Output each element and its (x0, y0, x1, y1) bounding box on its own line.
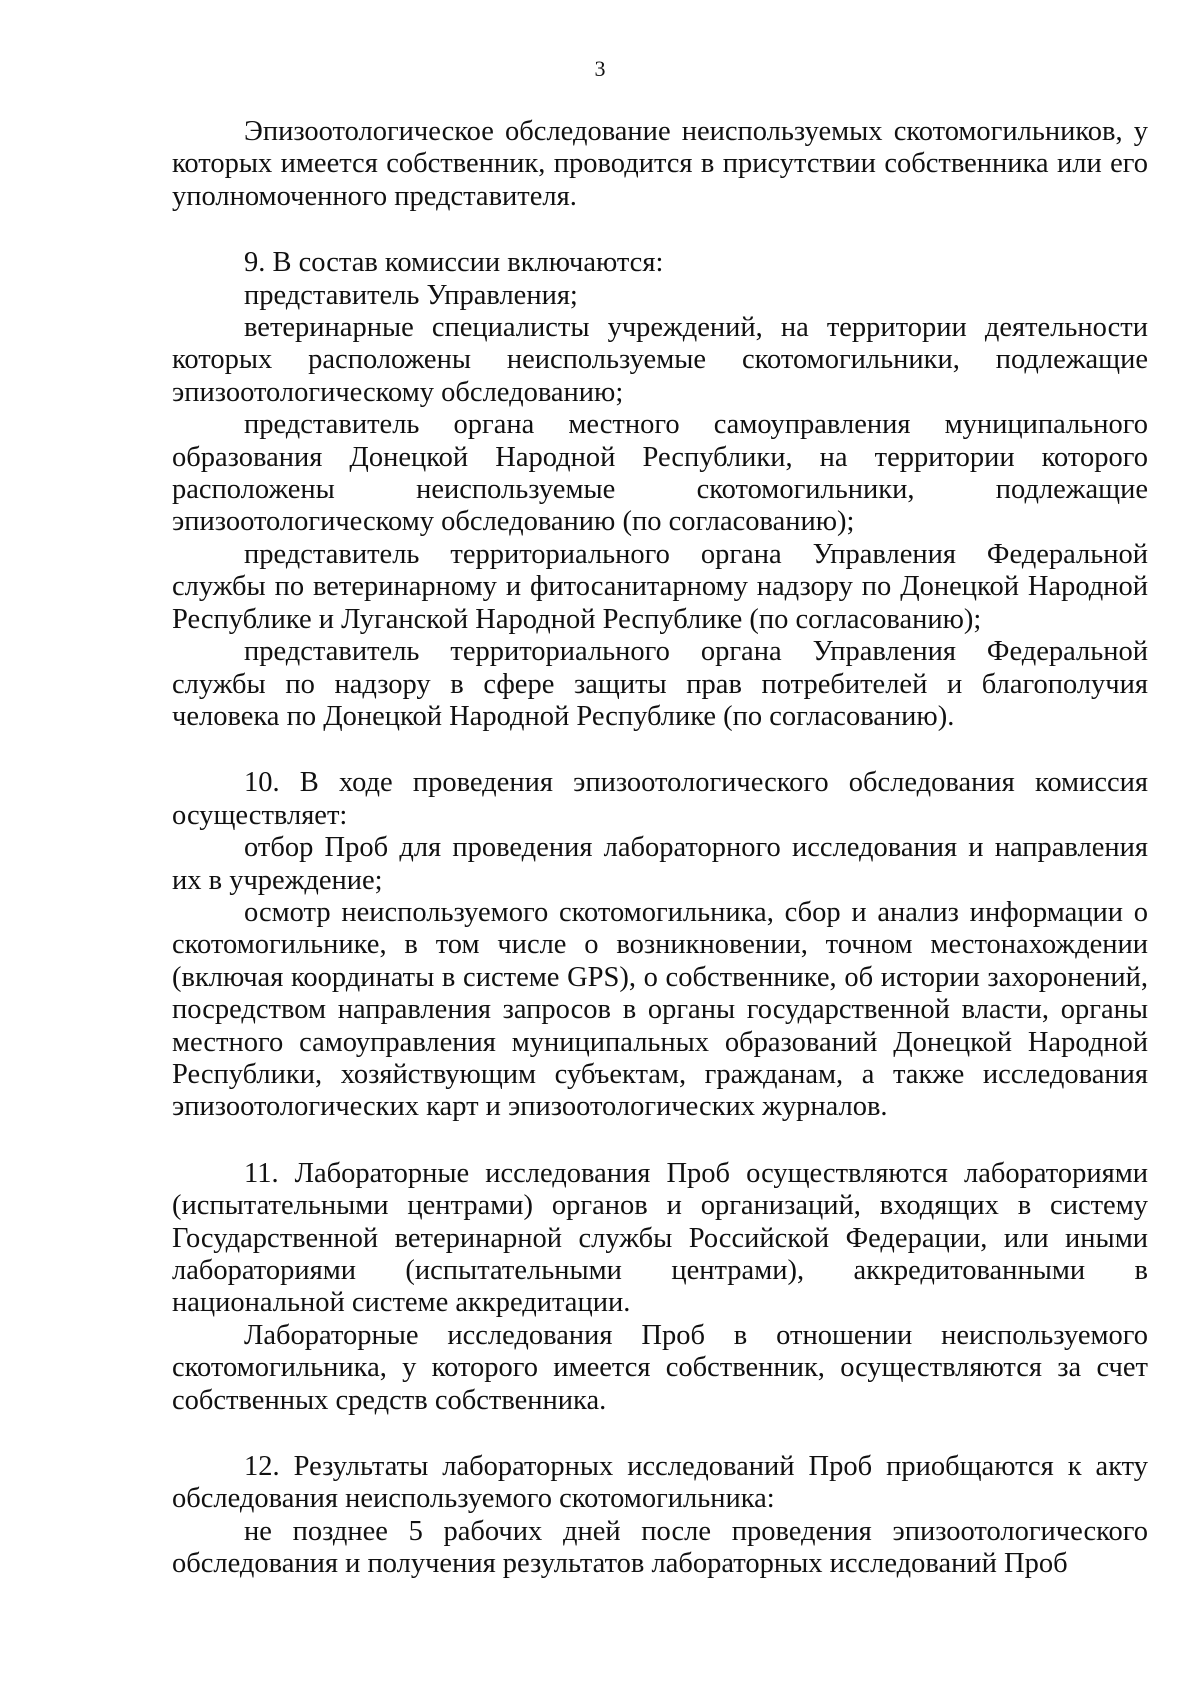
paragraph: осмотр неиспользуемого скотомогильника, сбор и анализ информации о скотомогильнике, в том числе о возникновении, точном местонахождении (включая координаты в системе GPS), о собственнике, об истории захоронений, посредством направления запросов в органы государственной власти, органы местного самоуправления муниципальных образований Донецкой Народной Республики, хозяйствующим субъектам, гражданам, а также исследования эпизоотологических карт и эпизоотологических журналов. (172, 896, 1148, 1123)
paragraph-gap (172, 213, 1148, 247)
paragraph: Лабораторные исследования Проб в отношении неиспользуемого скотомогильника, у которого имеется собственник, осуществляются за счет собственных средств собственника. (172, 1319, 1148, 1416)
paragraph: представитель территориального органа Управления Федеральной службы по надзору в сфере защиты прав потребителей и благополучия человека по Донецкой Народной Республике (по согласованию). (172, 636, 1148, 732)
paragraph-gap (172, 733, 1148, 767)
paragraph: 12. Результаты лабораторных исследований Проб приобщаются к акту обследования неиспользуемого скотомогильника: (172, 1451, 1148, 1515)
document-body (172, 116, 1148, 1581)
paragraph: представитель территориального органа Управления Федеральной службы по ветеринарному и фитосанитарному надзору по Донецкой Народной Республике и Луганской Народной Республике (по согласованию); (172, 538, 1148, 635)
paragraph: 10. В ходе проведения эпизоотологического обследования комиссия осуществляет: (172, 767, 1148, 831)
paragraph: не позднее 5 рабочих дней после проведения эпизоотологического обследования и получения результатов лабораторных исследований Проб (172, 1515, 1148, 1580)
paragraph: 11. Лабораторные исследования Проб осуществляются лабораториями (испытательными центрами) органов и организаций, входящих в систему Государственной ветеринарной службы Российской Федерации, или иными лабораториями (испытательными центрами), аккредитованными в национальной системе аккредитации. (172, 1157, 1148, 1319)
paragraph: представитель органа местного самоуправления муниципального образования Донецкой Народной Республики, на территории которого расположены неиспользуемые скотомогильники, подлежащие эпизоотологическому обследованию (по согласованию); (172, 409, 1148, 538)
page-number: 3 (594, 56, 606, 81)
paragraph: представитель Управления; (244, 279, 578, 311)
paragraph-gap (172, 1417, 1148, 1451)
paragraph: 9. В состав комиссии включаются: (244, 247, 664, 279)
paragraph-gap (172, 1124, 1148, 1158)
paragraph: отбор Проб для проведения лабораторного исследования и направления их в учреждение; (172, 832, 1148, 896)
paragraph: ветеринарные специалисты учреждений, на территории деятельности которых расположены неиспользуемые скотомогильники, подлежащие эпизоотологическому обследованию; (172, 312, 1148, 408)
paragraph: Эпизоотологическое обследование неиспользуемых скотомогильников, у которых имеется собственник, проводится в присутствии собственника или его уполномоченного представителя. (172, 116, 1148, 212)
